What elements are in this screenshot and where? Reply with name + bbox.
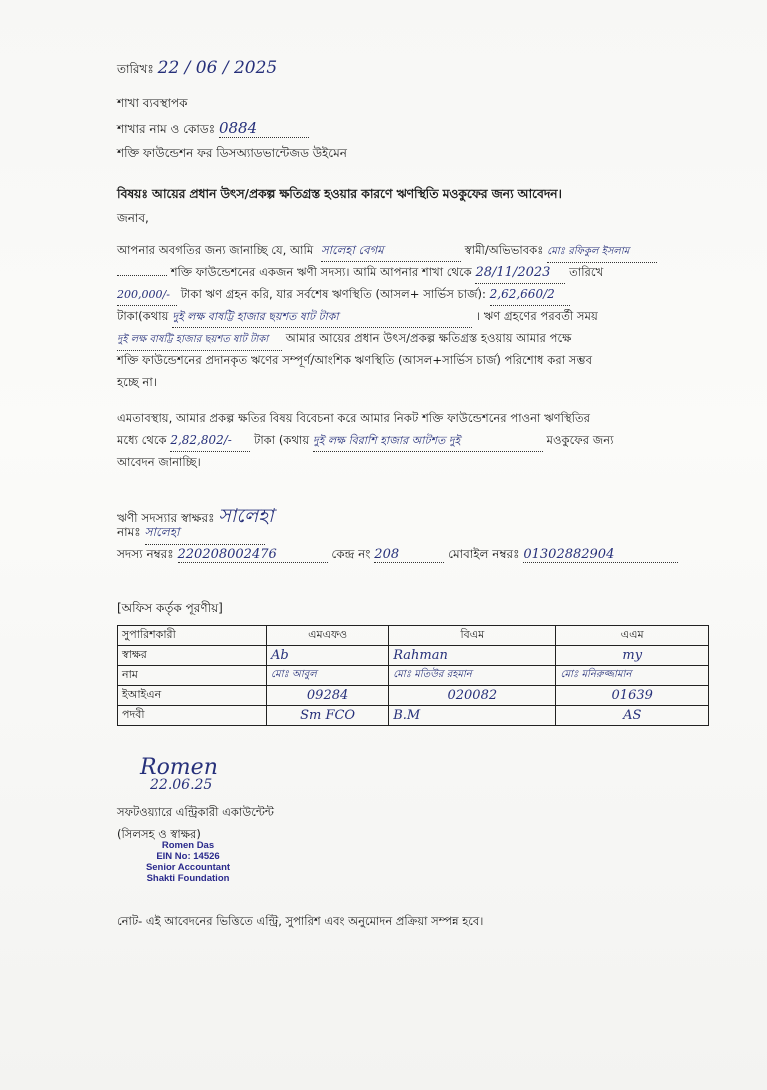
office-cell: 020082 bbox=[389, 686, 556, 706]
accountant-title: সফটওয়্যারে এন্ট্রিকারী একাউন্টেন্ট bbox=[117, 805, 274, 819]
date-line bbox=[117, 58, 277, 81]
office-header-cell: এমএফও bbox=[267, 626, 389, 646]
office-cell: my bbox=[556, 646, 709, 666]
member-info-line bbox=[117, 546, 678, 566]
applicant-name-line bbox=[117, 524, 265, 545]
date-label: তারিখঃ bbox=[117, 62, 154, 76]
office-cell: মোঃ আবুল bbox=[267, 666, 389, 686]
waive-amount-field: 2,82,802/- bbox=[170, 430, 250, 452]
para2-line2 bbox=[117, 430, 613, 452]
after-loan-text: । ঋণ গ্রহণের পরবর্তী সময় bbox=[475, 309, 598, 323]
office-cell: 09284 bbox=[267, 686, 389, 706]
office-row-label: পদবী bbox=[118, 706, 267, 726]
office-cell: 01639 bbox=[556, 686, 709, 706]
para2-line1: এমতাবস্থায়, আমার প্রকল্প ক্ষতির বিষয় বিবেচনা করে আমার নিকট শক্তি ফাউন্ডেশনের পাওনা ঋণস্থিতির bbox=[117, 411, 591, 425]
name-label: নামঃ bbox=[117, 525, 141, 539]
p1-line3-text: টাকা ঋণ গ্রহন করি, যার সর্বশেষ ঋণস্থিতি (আসল+ সার্ভিস চার্জ): bbox=[180, 287, 486, 301]
loan-date-field: 28/11/2023 bbox=[475, 262, 565, 284]
office-row-ein bbox=[118, 686, 709, 706]
footer-note: নোট- এই আবেদনের ভিত্তিতে এন্ট্রি, সুপারিশ এবং অনুমোদন প্রক্রিয়া সম্পন্ন হবে। bbox=[117, 914, 484, 928]
office-header-row bbox=[118, 626, 709, 646]
date-suffix: তারিখে bbox=[569, 265, 604, 279]
reason-field: দুই লক্ষ বাষট্টি হাজার ছয়শত ষাট টাকা bbox=[117, 329, 282, 351]
applicant-name-field: সালেহা বেগম bbox=[321, 240, 461, 262]
accountant-stamp bbox=[128, 840, 248, 884]
para1-line6: শক্তি ফাউন্ডেশনের প্রদানকৃত ঋণের সম্পূর্ণ/আংশিক ঋণস্থিতি (আসল+সার্ভিস চার্জ) পরিশোধ করা সম্ভব bbox=[117, 353, 593, 367]
office-cell: Ab bbox=[267, 646, 389, 666]
office-row-label: ইআইএন bbox=[118, 686, 267, 706]
in-words-label: টাকা(কথায় bbox=[117, 309, 169, 323]
stamp-line: Senior Accountant bbox=[145, 862, 231, 873]
subject-line: বিষয়ঃ আয়ের প্রধান উৎস/প্রকল্প ক্ষতিগ্রস্ত হওয়ার কারণে ঋণস্থিতি মওকুফের জন্য আবেদন। bbox=[117, 186, 562, 201]
office-cell: Sm FCO bbox=[267, 706, 389, 726]
applicant-signature: সালেহা bbox=[218, 505, 274, 527]
guardian-field: মোঃ রফিকুল ইসলাম bbox=[547, 241, 657, 263]
loan-amount-field: 200,000/- bbox=[117, 284, 177, 306]
salutation: জনাব, bbox=[117, 211, 149, 225]
recipient-line: শাখা ব্যবস্থাপক bbox=[117, 96, 188, 110]
office-caption: [অফিস কর্তৃক পূরণীয়] bbox=[117, 601, 223, 615]
accountant-signature: Romen bbox=[140, 755, 218, 780]
office-row-label: স্বাক্ষর bbox=[118, 646, 267, 666]
para1-line7: হচ্ছে না। bbox=[117, 375, 157, 389]
para1-line1 bbox=[117, 240, 657, 263]
member-no-label: সদস্য নম্বরঃ bbox=[117, 547, 174, 561]
guardian-label: স্বামী/অভিভাবকঃ bbox=[464, 243, 544, 257]
para1-line4 bbox=[117, 306, 598, 328]
office-cell: AS bbox=[556, 706, 709, 726]
office-row-label: নাম bbox=[118, 666, 267, 686]
accountant-sig-date: 22.06.25 bbox=[150, 777, 213, 793]
stamp-line: Shakti Foundation bbox=[146, 873, 230, 884]
mobile-no: 01302882904 bbox=[523, 547, 678, 563]
stamp-line: Romen Das bbox=[161, 840, 215, 851]
para1-line3 bbox=[117, 284, 570, 306]
waive-words-field: দুই লক্ষ বিরাশি হাজার আটশত দুই bbox=[313, 430, 543, 452]
office-cell: মোঃ মনিরুজ্জামান bbox=[556, 666, 709, 686]
p1-intro: আপনার অবগতির জন্য জানাচ্ছি যে, আমি bbox=[117, 243, 314, 257]
applicant-name: সালেহা bbox=[145, 524, 265, 545]
office-header-cell: বিএম bbox=[389, 626, 556, 646]
office-row-name bbox=[118, 666, 709, 686]
date-value: 22 / 06 / 2025 bbox=[157, 58, 278, 78]
branch-line bbox=[117, 119, 309, 141]
org-name: শক্তি ফাউন্ডেশন ফর ডিসঅ্যাডভান্টেজড উইমেন bbox=[117, 146, 347, 160]
office-cell: মোঃ মতিউর রহমান bbox=[389, 666, 556, 686]
office-cell: Rahman bbox=[389, 646, 556, 666]
mobile-label: মোবাইল নম্বরঃ bbox=[448, 547, 520, 561]
office-row-designation bbox=[118, 706, 709, 726]
para1-line2 bbox=[117, 262, 603, 284]
office-row-signature bbox=[118, 646, 709, 666]
para1-line5 bbox=[117, 328, 572, 351]
p2-from: মধ্যে থেকে bbox=[117, 433, 167, 447]
p1-line2-text: শক্তি ফাউন্ডেশনের একজন ঋণী সদস্য। আমি আপনার শাখা থেকে bbox=[170, 265, 472, 279]
office-header-cell: সুপারিশকারী bbox=[118, 626, 267, 646]
branch-label: শাখার নাম ও কোডঃ bbox=[117, 122, 216, 136]
center-no: 208 bbox=[374, 547, 444, 563]
signature-label: ঋণী সদস্যার স্বাক্ষরঃ bbox=[117, 511, 215, 525]
branch-code: 0884 bbox=[219, 119, 309, 138]
stamp-line: EIN No: 14526 bbox=[156, 851, 220, 862]
office-cell: B.M bbox=[389, 706, 556, 726]
center-label: কেন্দ্র নং bbox=[331, 547, 371, 561]
balance-words-field: দুই লক্ষ বাষট্টি হাজার ছয়শত ষাট টাকা bbox=[172, 306, 472, 328]
office-header-cell: এএম bbox=[556, 626, 709, 646]
seal-note: (সিলসহ ও স্বাক্ষর) bbox=[117, 827, 201, 841]
p1-line4-after: আমার আয়ের প্রধান উৎস/প্রকল্প ক্ষতিগ্রস্ত হওয়ায় আমার পক্ষে bbox=[285, 331, 572, 345]
para2-line3: আবেদন জানাচ্ছি। bbox=[117, 455, 201, 469]
blank-dots bbox=[117, 275, 167, 276]
member-no: 220208002476 bbox=[178, 547, 328, 563]
p2-waiver: মওকুফের জন্য bbox=[546, 433, 614, 447]
balance-field: 2,62,660/2 bbox=[490, 284, 570, 306]
p2-taka: টাকা (কথায় bbox=[254, 433, 310, 447]
office-table bbox=[117, 625, 709, 726]
